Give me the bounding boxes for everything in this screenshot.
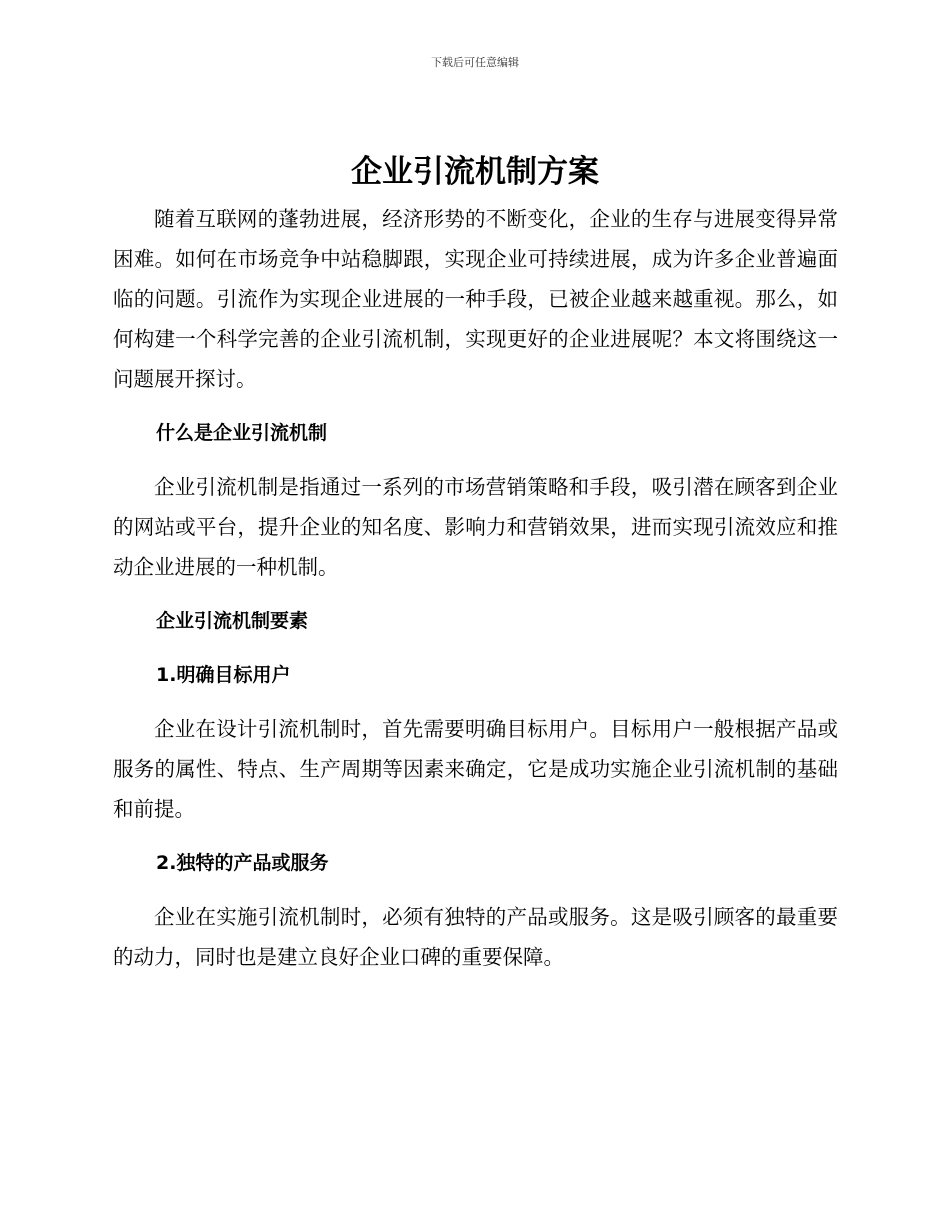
definition-paragraph: 企业引流机制是指通过一系列的市场营销策略和手段，吸引潜在顾客到企业的网站或平台，提升企业的知名度、影响力和营销效果，进而实现引流效应和推动企业进展的一种机制。 xyxy=(113,475,838,579)
subheading-unique-product: 2.独特的产品或服务 xyxy=(156,852,329,874)
intro-paragraph: 随着互联网的蓬勃进展，经济形势的不断变化，企业的生存与进展变得异常困难。如何在市场竞争中站稳脚跟，实现企业可持续进展，成为许多企业普遍面临的问题。引流作为实现企业进展的一种手段，已被企业越来越重视。那么，如何构建一个科学完善的企业引流机制，实现更好的企业进展呢？本文将围绕这一问题展开探讨。 xyxy=(113,207,838,391)
document-title: 企业引流机制方案 xyxy=(351,154,599,190)
spacer xyxy=(113,453,838,467)
spacer xyxy=(113,695,838,709)
spacer xyxy=(113,641,838,655)
spacer xyxy=(113,587,838,601)
section-heading-what-is: 什么是企业引流机制 xyxy=(156,422,328,444)
unique-product-paragraph: 企业在实施引流机制时，必须有独特的产品或服务。这是吸引顾客的最重要的动力，同时也是建立良好企业口碑的重要保障。 xyxy=(113,905,838,969)
subheading-target-users: 1.明确目标用户 xyxy=(156,664,291,686)
spacer xyxy=(113,399,838,413)
document-body xyxy=(113,199,838,977)
section-heading-elements: 企业引流机制要素 xyxy=(156,610,309,632)
spacer xyxy=(113,829,838,843)
target-users-paragraph: 企业在设计引流机制时，首先需要明确目标用户。目标用户一般根据产品或服务的属性、特点、生产周期等因素来确定，它是成功实施企业引流机制的基础和前提。 xyxy=(113,717,838,821)
header-note: 下载后可任意编辑 xyxy=(431,56,519,69)
spacer xyxy=(113,883,838,897)
